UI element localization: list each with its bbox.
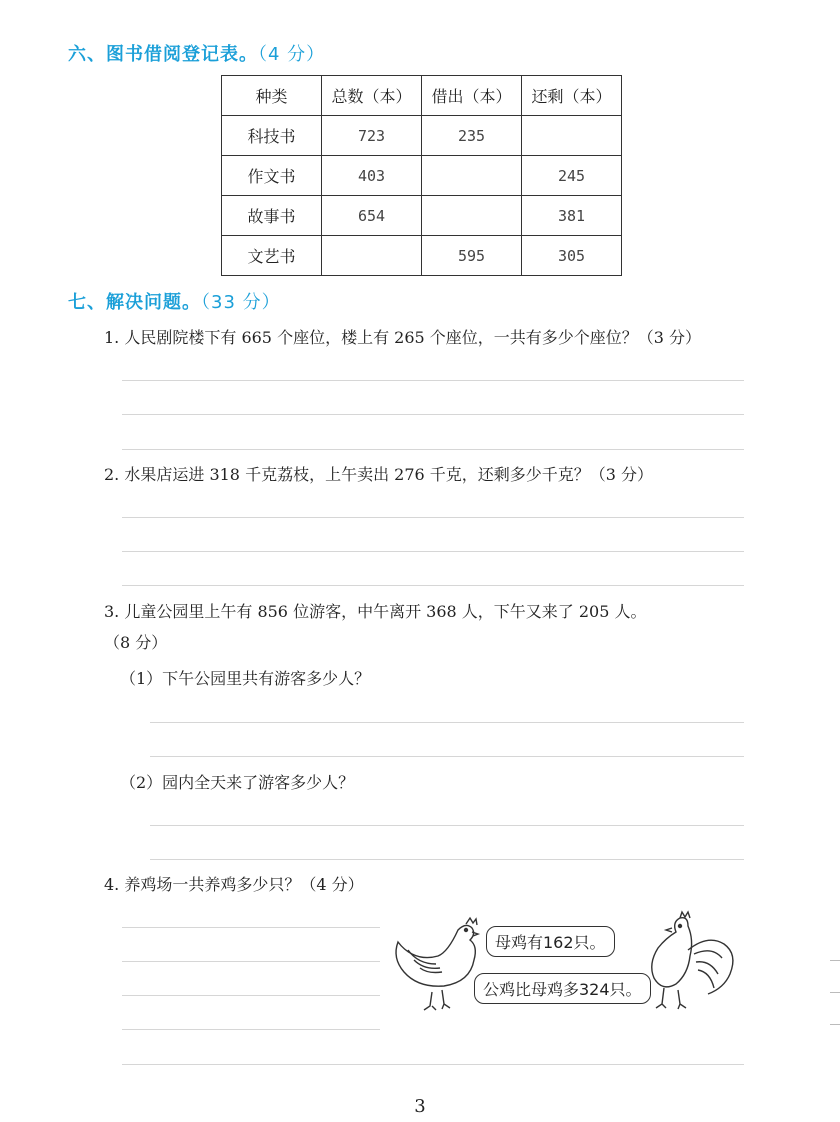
answer-line[interactable] bbox=[122, 927, 380, 928]
answer-line[interactable] bbox=[122, 961, 380, 962]
answer-line[interactable] bbox=[122, 995, 380, 996]
answer-line[interactable] bbox=[122, 380, 744, 381]
table-cell: 科技书 bbox=[222, 116, 322, 156]
question-4: 4. 养鸡场一共养鸡多少只？（4 分） bbox=[104, 875, 364, 894]
edge-mark bbox=[830, 1024, 840, 1025]
section-6-score: （4 分） bbox=[258, 44, 326, 65]
table-cell-blank[interactable] bbox=[322, 236, 422, 276]
question-3: 3. 儿童公园里上午有 856 位游客，中午离开 368 人，下午又来了 205 人。 bbox=[104, 602, 647, 621]
table-row bbox=[222, 236, 622, 276]
section-6-title bbox=[68, 40, 325, 66]
table-cell: 654 bbox=[322, 196, 422, 236]
answer-line[interactable] bbox=[150, 722, 744, 723]
table-row bbox=[222, 116, 622, 156]
page-number: 3 bbox=[414, 1096, 426, 1117]
table-header-row bbox=[222, 76, 622, 116]
book-borrow-table bbox=[221, 75, 622, 276]
chicken-illustration bbox=[388, 910, 743, 1020]
answer-line[interactable] bbox=[150, 859, 744, 860]
rooster-speech-bubble: 公鸡比母鸡多324只。 bbox=[474, 973, 651, 1004]
table-header: 总数（本） bbox=[322, 76, 422, 116]
answer-line[interactable] bbox=[122, 1029, 380, 1030]
table-cell: 403 bbox=[322, 156, 422, 196]
answer-line[interactable] bbox=[150, 825, 744, 826]
section-7-title bbox=[68, 288, 281, 314]
question-3-part-1: （1）下午公园里共有游客多少人？ bbox=[120, 669, 371, 688]
section-6-title-text: 六、图书借阅登记表。 bbox=[68, 44, 258, 65]
section-7-score: （33 分） bbox=[201, 292, 281, 313]
table-row bbox=[222, 196, 622, 236]
table-row bbox=[222, 156, 622, 196]
table-cell: 故事书 bbox=[222, 196, 322, 236]
table-cell: 235 bbox=[422, 116, 522, 156]
table-cell-blank[interactable] bbox=[522, 116, 622, 156]
table-header: 种类 bbox=[222, 76, 322, 116]
table-header: 借出（本） bbox=[422, 76, 522, 116]
hen-speech-bubble: 母鸡有162只。 bbox=[486, 926, 615, 957]
edge-mark bbox=[830, 960, 840, 961]
question-3-part-2: （2）园内全天来了游客多少人？ bbox=[120, 773, 355, 792]
answer-line[interactable] bbox=[122, 414, 744, 415]
table-header: 还剩（本） bbox=[522, 76, 622, 116]
table-cell: 723 bbox=[322, 116, 422, 156]
answer-line[interactable] bbox=[122, 551, 744, 552]
table-cell-blank[interactable] bbox=[422, 196, 522, 236]
table-cell: 245 bbox=[522, 156, 622, 196]
question-3-score: （8 分） bbox=[104, 633, 168, 652]
answer-line[interactable] bbox=[150, 756, 744, 757]
answer-line[interactable] bbox=[122, 1064, 744, 1065]
table-cell: 595 bbox=[422, 236, 522, 276]
answer-line[interactable] bbox=[122, 585, 744, 586]
answer-line[interactable] bbox=[122, 517, 744, 518]
table-cell: 文艺书 bbox=[222, 236, 322, 276]
table-cell: 305 bbox=[522, 236, 622, 276]
section-7-title-text: 七、解决问题。 bbox=[68, 292, 201, 313]
table-cell: 作文书 bbox=[222, 156, 322, 196]
question-2: 2. 水果店运进 318 千克荔枝，上午卖出 276 千克，还剩多少千克？（3 分） bbox=[104, 465, 654, 484]
table-cell-blank[interactable] bbox=[422, 156, 522, 196]
table-cell: 381 bbox=[522, 196, 622, 236]
question-1: 1. 人民剧院楼下有 665 个座位，楼上有 265 个座位，一共有多少个座位？（3 分） bbox=[104, 328, 702, 347]
edge-mark bbox=[830, 992, 840, 993]
answer-line[interactable] bbox=[122, 449, 744, 450]
